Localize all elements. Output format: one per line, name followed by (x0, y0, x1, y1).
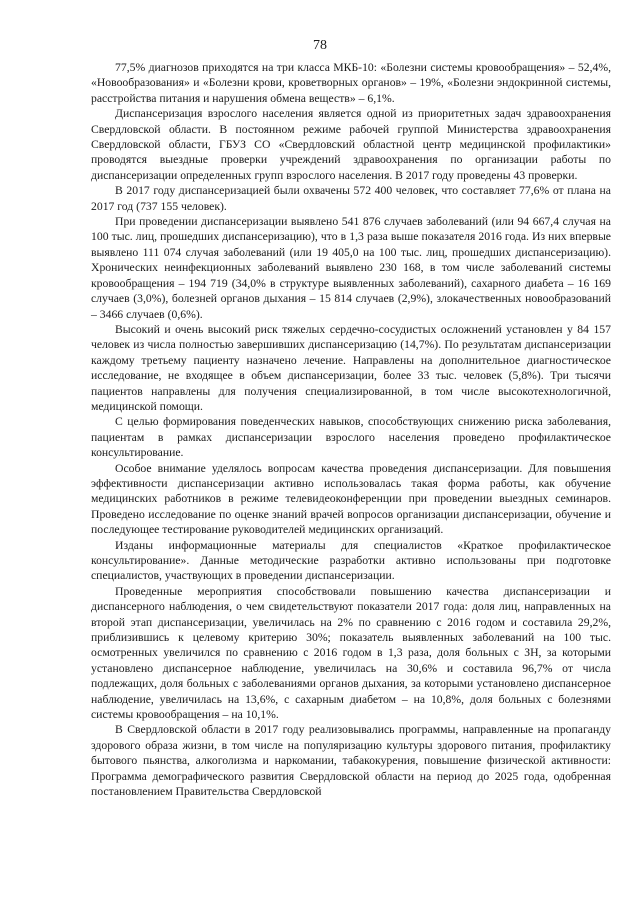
paragraph-quality-attention: Особое внимание уделялось вопросам качества проведения диспансеризации. Для повышения эффективности диспансеризации активно использовалась такая форма работы, как обучение медицинских работников в режиме телевидеоконференции при проведении выездных семинаров. Проведено исследование по оценке знаний врачей вопросов организации диспансеризации, обучение и последующее тестирование руководителей медицинских организаций. (91, 461, 611, 537)
paragraph-information-materials: Изданы информационные материалы для специалистов «Краткое профилактическое консультирование». Данные методические разработки активно использованы при подготовке специалистов, участвующих в проведении диспансеризации. (91, 538, 611, 583)
paragraph-dispensary-coverage: В 2017 году диспансеризацией были охвачены 572 400 человек, что составляет 77,6% от плана на 2017 год (737 155 человек). (91, 184, 611, 213)
paragraph-healthy-lifestyle-programs: В Свердловской области в 2017 году реализовывались программы, направленные на пропаганду здорового образа жизни, в том числе на популяризацию культуры здорового питания, профилактику бытового пьянства, алкоголизма и наркомании, табакокурения, повышение физической активности: Программа демографического развития Свердловской области на период до 2025 года, одобренная постановлением Правительства Свердловской (91, 723, 611, 799)
paragraph-diagnoses-structure: 77,5% диагнозов приходятся на три класса МКБ-10: «Болезни системы кровообращения» – 52,4%, «Новообразования» и «Болезни крови, кроветворных органов» – 19%, «Болезни эндокринной системы, расстройства питания и нарушения обмена веществ» – 6,1%. (91, 61, 611, 105)
paragraph-behavioral-skills: С целью формирования поведенческих навыков, способствующих снижению риска заболевания, пациентам в рамках диспансеризации взрослого населения проведено профилактическое консультирование. (91, 415, 611, 460)
paragraph-dispensary-priority: Диспансеризация взрослого населения является одной из приоритетных задач здравоохранения Свердловской области. В постоянном режиме рабочей группой Министерства здравоохранения Свердловской области, ГБУЗ СО «Свердловский областной центр медицинской профилактики» проводятся выездные проверки учреждений здравоохранения по организации работы по диспансеризации определенных групп взрослого населения. В 2017 году проведены 43 проверки. (91, 107, 611, 182)
paragraph-detected-diseases: При проведении диспансеризации выявлено 541 876 случаев заболеваний (или 94 667,4 случая на 100 тыс. лиц, прошедших диспансеризацию), что в 1,3 раза выше показателя 2016 года. Из них впервые выявлено 111 074 случая заболеваний (или 19 405,0 на 100 тыс. лиц, прошедших диспансеризацию). Хронических неинфекционных заболеваний выявлено 230 168, в том числе заболеваний системы кровообращения – 194 719 (34,0% в структуре выявленных заболеваний), сахарного диабета – 16 169 случаев (3,0%), болезней органов дыхания – 15 814 случаев (2,9%), злокачественных новообразований – 3466 случаев (0,6%). (91, 215, 611, 321)
paragraph-cardiovascular-risk: Высокий и очень высокий риск тяжелых сердечно-сосудистых осложнений установлен у 84 157 человек из числа полностью завершивших диспансеризацию (14,7%). По результатам диспансеризации каждому третьему пациенту назначено лечение. Направлены на дополнительное диагностическое исследование, не входящее в объем диспансеризации, более 33 тыс. человек (5,8%). Три тысячи пациентов направлены для получения специализированной, в том числе высокотехнологичной, медицинской помощи. (91, 322, 611, 413)
document-body (91, 60, 611, 800)
page-number: 78 (313, 38, 327, 53)
paragraph-measures-results: Проведенные мероприятия способствовали повышению качества диспансеризации и диспансерного наблюдения, о чем свидетельствуют показатели 2017 года: доля лиц, направленных на второй этап диспансеризации, увеличилась на 2% по сравнению с 2016 годом и составила 29,2%, приблизившись к целевому критерию 30%; показатель выявленных заболеваний на 100 тыс. осмотренных увеличился по сравнению с 2016 годом в 1,3 раза, доля больных с ЗН, за которыми установлено диспансерное наблюдение, увеличилась на 30,6% и составила 96,7% от числа подлежащих, доля больных с заболеваниями органов дыхания, за которыми установлено диспансерное наблюдение, увеличилась на 13,6%, с сахарным диабетом – на 10,8%, доля больных с болезнями системы кровообращения – на 10,1%. (91, 584, 611, 722)
